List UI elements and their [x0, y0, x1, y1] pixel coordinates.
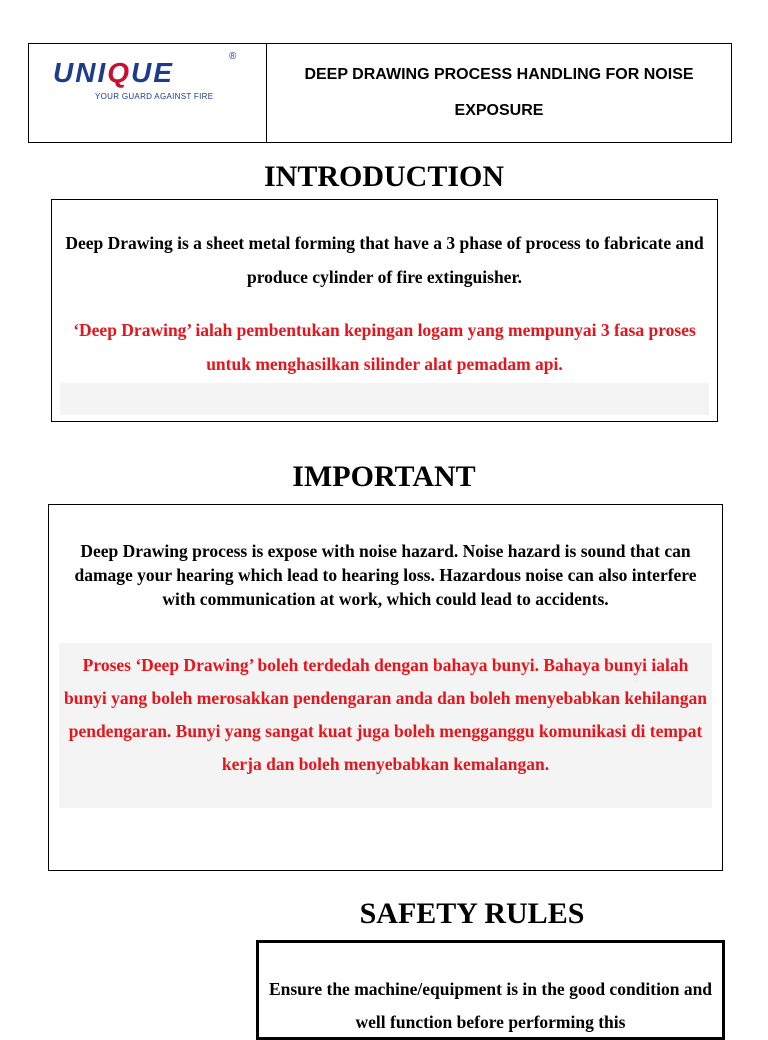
- safety-rules-heading: SAFETY RULES: [359, 897, 585, 930]
- introduction-english-text: Deep Drawing is a sheet metal forming that have a 3 phase of process to fabricate and produce cylinder of fire extinguisher.: [65, 233, 704, 287]
- logo-tagline: YOUR GUARD AGAINST FIRE: [95, 92, 214, 101]
- important-english-text: Deep Drawing process is expose with noise hazard. Noise hazard is sound that can damage your hearing which lead to hearing loss. Hazardous noise can also interfere with communication at work, which could lead to accidents.: [74, 541, 697, 609]
- important-box: [48, 504, 723, 871]
- logo-word-part1: UNI: [53, 57, 108, 88]
- introduction-malay-text: ‘Deep Drawing’ ialah pembentukan kepingan logam yang mempunyai 3 fasa proses untuk menghasilkan silinder alat pemadam api.: [73, 320, 696, 374]
- introduction-heading: INTRODUCTION: [263, 160, 505, 193]
- logo-word-part3: UE: [131, 57, 174, 88]
- important-heading: IMPORTANT: [292, 460, 476, 493]
- logo-word-part2: Q: [107, 57, 132, 88]
- shaded-band: [60, 383, 709, 415]
- registered-mark: ®: [229, 51, 237, 62]
- safety-rules-english-text: Ensure the machine/equipment is in the good condition and well function before performing this: [268, 979, 713, 1032]
- safety-rules-box: [256, 940, 725, 1040]
- introduction-box: [51, 199, 718, 422]
- document-title: DEEP DRAWING PROCESS HANDLING FOR NOISE EXPOSURE: [304, 66, 694, 119]
- important-malay-text: Proses ‘Deep Drawing’ boleh terdedah dengan bahaya bunyi. Bahaya bunyi ialah bunyi yang boleh merosakkan pendengaran anda dan boleh menyebabkan kehilangan pendengaran. Bunyi yang sangat kuat juga boleh mengganggu komunikasi di tempat kerja dan boleh menyebabkan kemalangan.: [63, 655, 707, 774]
- document-header: [28, 43, 732, 143]
- logo-cell: [29, 44, 267, 142]
- unique-logo: [53, 57, 174, 89]
